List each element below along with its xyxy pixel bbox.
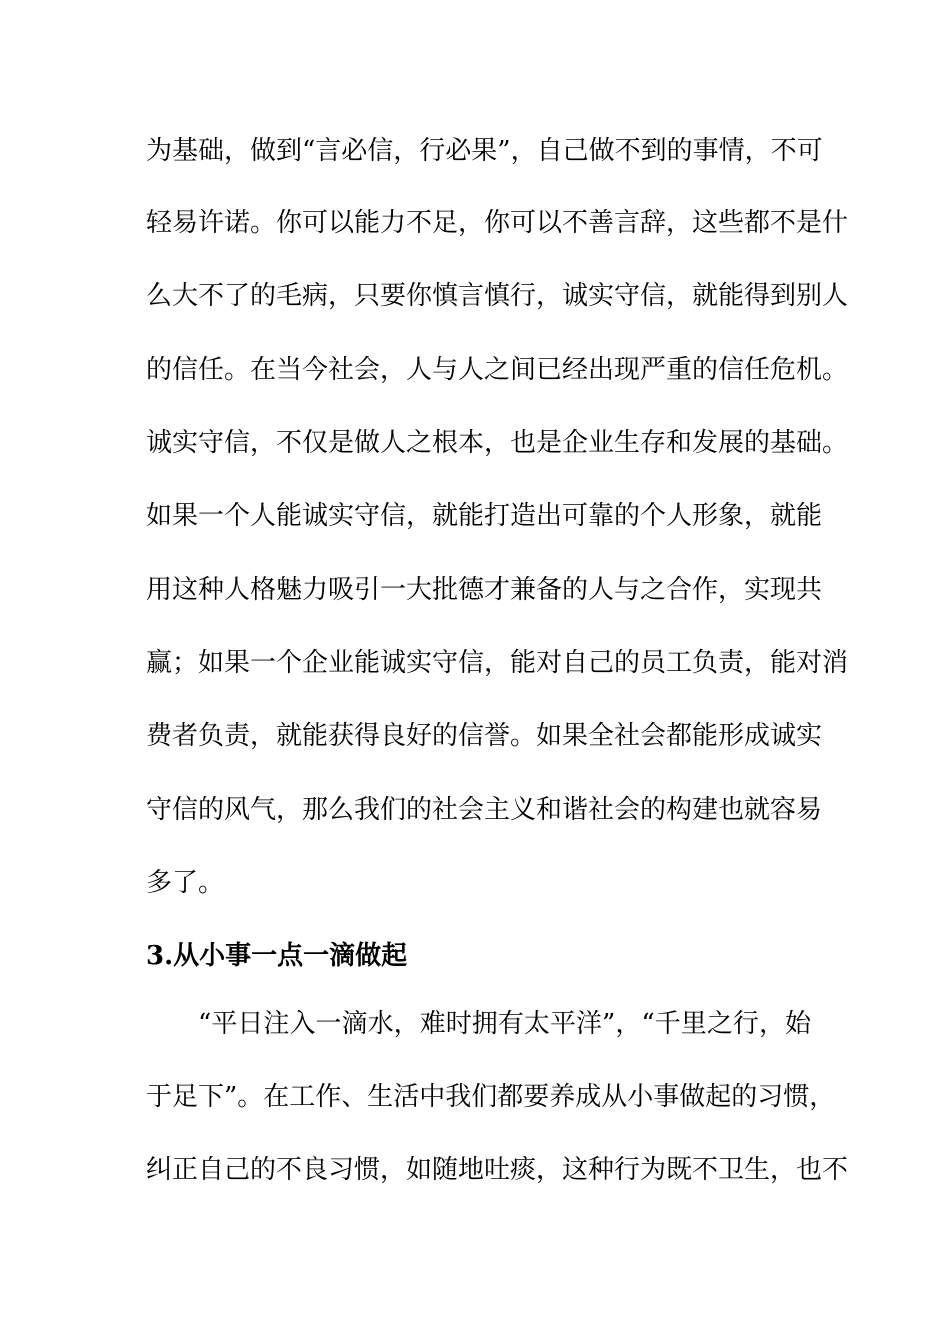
body-text-line: 为基础，做到“言必信，行必果”，自己做不到的事情，不可 bbox=[146, 136, 823, 166]
body-text-line: 诚实守信，不仅是做人之根本，也是企业生存和发展的基础。 bbox=[146, 428, 849, 458]
body-text-line: “平日注入一滴水，难时拥有太平洋”，“千里之行，始 bbox=[198, 1009, 811, 1039]
body-text-line: 纠正自己的不良习惯，如随地吐痰，这种行为既不卫生，也不 bbox=[146, 1155, 849, 1185]
body-text-line: 么大不了的毛病，只要你慎言慎行，诚实守信，就能得到别人 bbox=[146, 281, 849, 311]
body-text-line: 用这种人格魅力吸引一大批德才兼备的人与之合作，实现共 bbox=[146, 575, 823, 605]
body-text-line: 多了。 bbox=[146, 868, 225, 898]
body-text-line: 如果一个人能诚实守信，就能打造出可靠的个人形象，就能 bbox=[146, 501, 823, 531]
body-text-line: 的信任。在当今社会，人与人之间已经出现严重的信任危机。 bbox=[146, 355, 849, 385]
body-text-line: 于足下”。在工作、生活中我们都要养成从小事做起的习惯， bbox=[146, 1082, 836, 1112]
section-heading: 3.从小事一点一滴做起 bbox=[146, 941, 408, 971]
body-text-line: 赢；如果一个企业能诚实守信，能对自己的员工负责，能对消 bbox=[146, 648, 849, 678]
body-text-line: 费者负责，就能获得良好的信誉。如果全社会都能形成诚实 bbox=[146, 721, 823, 751]
body-text-line: 轻易许诺。你可以能力不足，你可以不善言辞，这些都不是什 bbox=[146, 208, 849, 238]
body-text-line: 守信的风气，那么我们的社会主义和谐社会的构建也就容易 bbox=[146, 795, 823, 825]
